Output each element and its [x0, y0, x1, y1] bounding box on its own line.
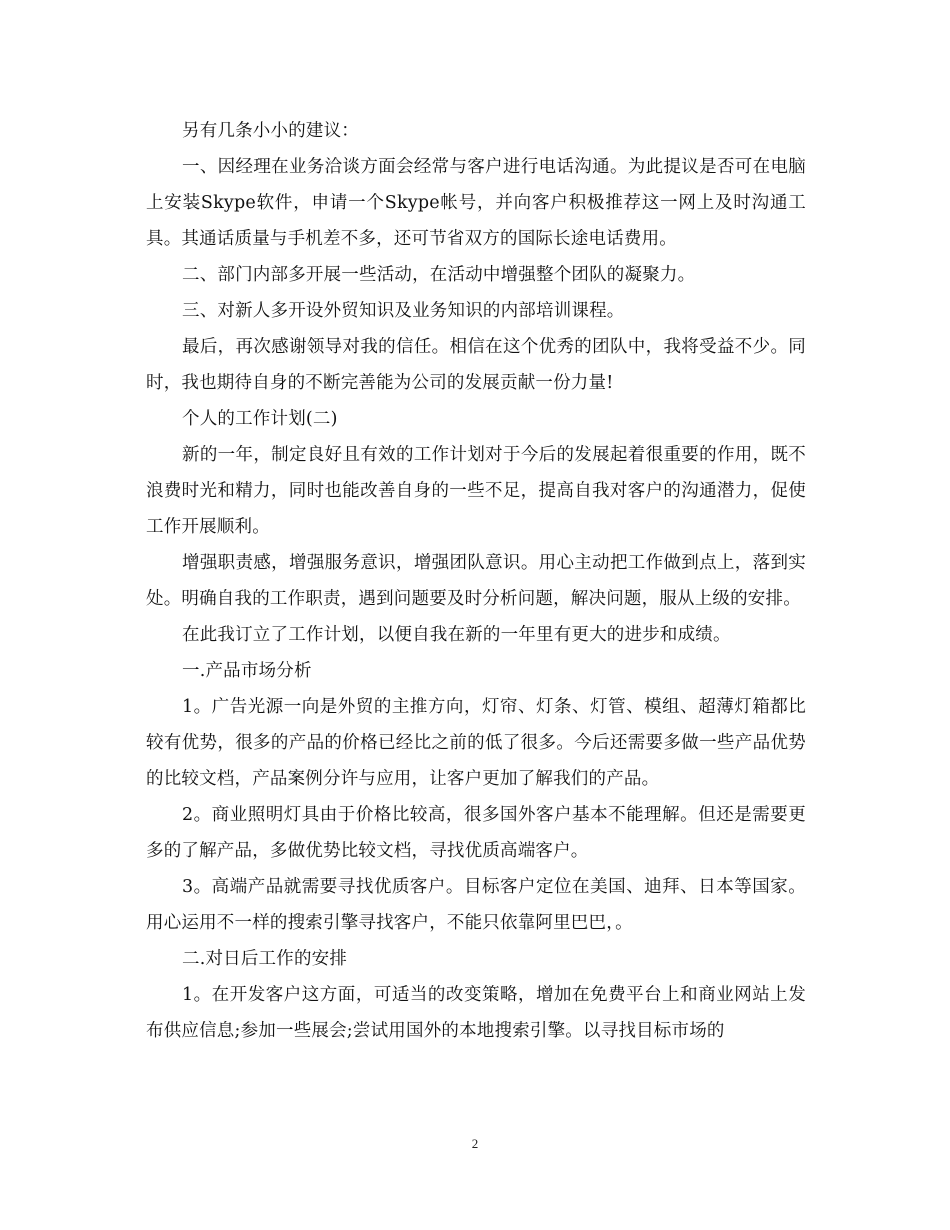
paragraph-closing: 最后，再次感谢领导对我的信任。相信在这个优秀的团队中，我将受益不少。同时，我也期待自身的不断完善能为公司的发展贡献一份力量!	[146, 337, 806, 393]
document-body	[146, 113, 806, 1049]
paragraph-market-item-2: 2。商业照明灯具由于价格比较高，很多国外客户基本不能理解。但还是需要更多的了解产品，多做优势比较文档，寻找优质高端客户。	[146, 805, 806, 861]
paragraph-suggestion-2: 二、部门内部多开展一些活动，在活动中增强整个团队的凝聚力。	[182, 265, 696, 285]
paragraph-suggestions-intro: 另有几条小小的建议：	[182, 121, 359, 141]
section-heading-plan-2: 个人的工作计划(二)	[182, 409, 338, 429]
paragraph-suggestion-3: 三、对新人多开设外贸知识及业务知识的内部培训课程。	[182, 301, 625, 321]
section-heading-future-work: 二.对日后工作的安排	[182, 949, 348, 969]
section-heading-market-analysis: 一.产品市场分析	[182, 661, 312, 681]
paragraph-new-year-plan: 新的一年，制定良好且有效的工作计划对于今后的发展起着很重要的作用，既不浪费时光和精力，同时也能改善自身的一些不足，提高自我对客户的沟通潜力，促使工作开展顺利。	[146, 445, 806, 537]
paragraph-responsibility: 增强职责感，增强服务意识，增强团队意识。用心主动把工作做到点上，落到实处。明确自我的工作职责，遇到问题要及时分析问题，解决问题，服从上级的安排。	[146, 553, 806, 609]
paragraph-market-item-1: 1。广告光源一向是外贸的主推方向，灯帘、灯条、灯管、模组、超薄灯箱都比较有优势，很多的产品的价格已经比之前的低了很多。今后还需要多做一些产品优势的比较文档，产品案例分许与应用，让客户更加了解我们的产品。	[146, 697, 806, 789]
paragraph-suggestion-1: 一、因经理在业务洽谈方面会经常与客户进行电话沟通。为此提议是否可在电脑上安装Skype软件，申请一个Skype帐号，并向客户积极推荐这一网上及时沟通工具。其通话质量与手机差不多，还可节省双方的国际长途电话费用。	[146, 157, 806, 249]
paragraph-market-item-3: 3。高端产品就需要寻找优质客户。目标客户定位在美国、迪拜、日本等国家。用心运用不一样的搜索引擎寻找客户，不能只依靠阿里巴巴，。	[146, 877, 806, 933]
paragraph-plan-intro: 在此我订立了工作计划，以便自我在新的一年里有更大的进步和成绩。	[182, 625, 731, 645]
page-number: 2	[471, 1136, 479, 1151]
paragraph-future-item-1: 1。在开发客户这方面，可适当的改变策略，增加在免费平台上和商业网站上发布供应信息;参加一些展会;尝试用国外的本地搜索引擎。以寻找目标市场的	[146, 985, 806, 1041]
